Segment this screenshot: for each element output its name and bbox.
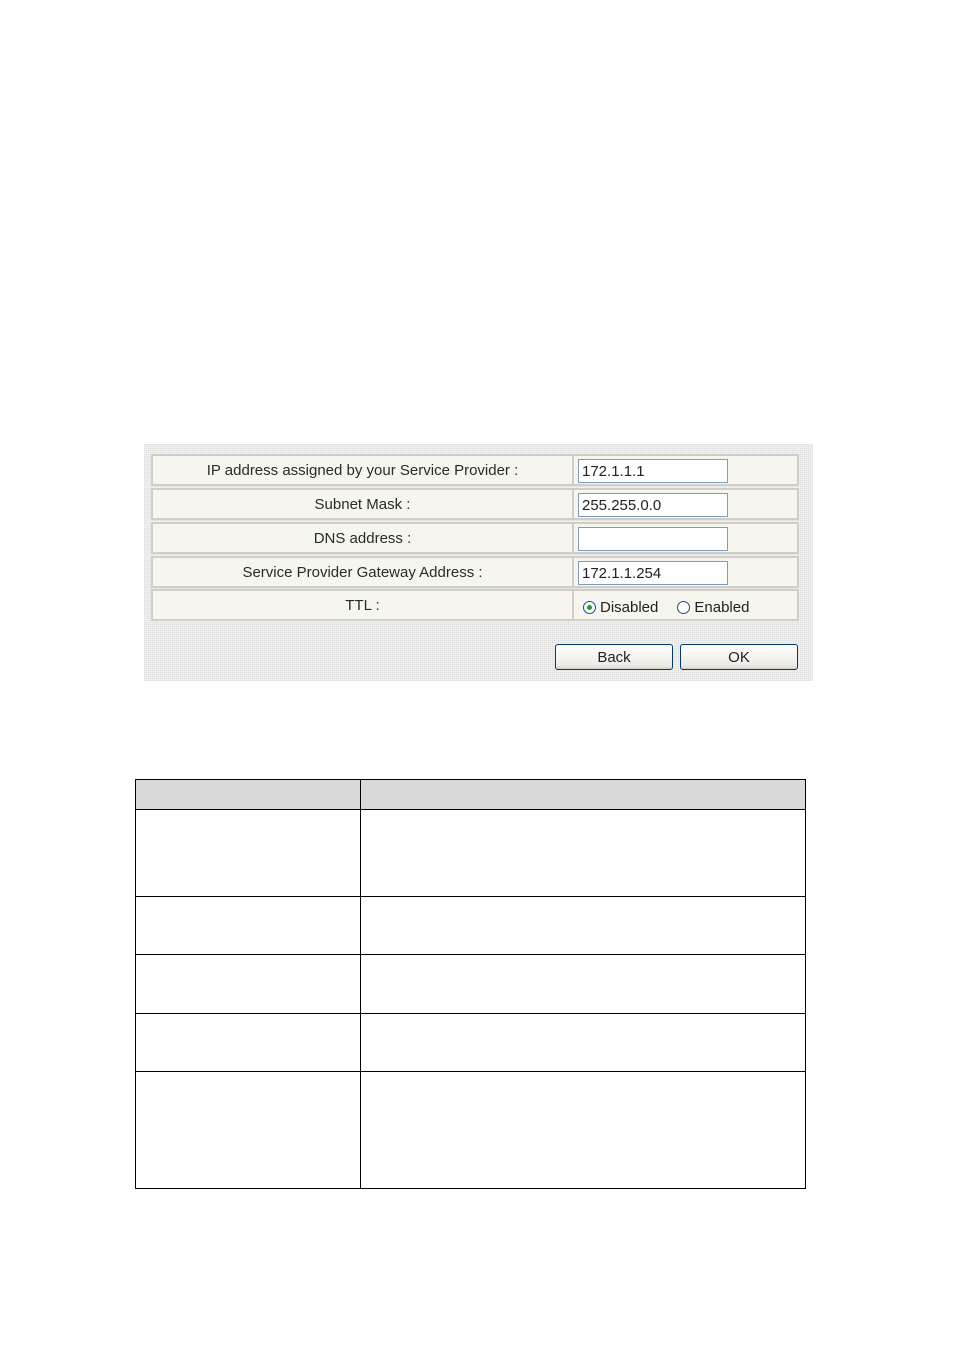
ip-address-input[interactable] bbox=[578, 459, 728, 483]
ttl-enabled-label: Enabled bbox=[694, 598, 750, 616]
table-column-divider bbox=[360, 779, 361, 1189]
ttl-disabled-label: Disabled bbox=[600, 598, 659, 616]
ttl-radio-group bbox=[583, 596, 749, 618]
table-border-top bbox=[135, 779, 806, 780]
table-border-left bbox=[135, 779, 136, 1189]
ttl-enabled-option[interactable] bbox=[677, 599, 749, 616]
ok-button[interactable]: OK bbox=[680, 644, 798, 670]
subnet-mask-row bbox=[151, 488, 799, 520]
ttl-disabled-option[interactable] bbox=[583, 599, 658, 616]
gateway-address-label: Service Provider Gateway Address : bbox=[151, 556, 573, 588]
description-table bbox=[135, 779, 806, 1189]
dns-address-label: DNS address : bbox=[151, 522, 573, 554]
subnet-mask-input[interactable] bbox=[578, 493, 728, 517]
ttl-label: TTL : bbox=[151, 589, 573, 621]
table-row-divider bbox=[135, 1013, 806, 1014]
table-row-divider bbox=[135, 896, 806, 897]
ttl-disabled-radio[interactable] bbox=[583, 601, 596, 614]
table-row-divider bbox=[135, 954, 806, 955]
gateway-address-input[interactable] bbox=[578, 561, 728, 585]
dns-address-row bbox=[151, 522, 799, 554]
dns-address-cell bbox=[573, 522, 799, 554]
wan-static-ip-panel bbox=[144, 444, 813, 681]
gateway-address-row bbox=[151, 556, 799, 588]
ttl-cell bbox=[573, 589, 799, 621]
ttl-row bbox=[151, 589, 799, 621]
dns-address-input[interactable] bbox=[578, 527, 728, 551]
ip-address-label: IP address assigned by your Service Provider : bbox=[151, 454, 573, 486]
table-header-row bbox=[135, 779, 806, 809]
table-row-divider bbox=[135, 809, 806, 810]
ip-address-cell bbox=[573, 454, 799, 486]
back-button[interactable]: Back bbox=[555, 644, 673, 670]
subnet-mask-cell bbox=[573, 488, 799, 520]
ip-address-row bbox=[151, 454, 799, 486]
gateway-address-cell bbox=[573, 556, 799, 588]
table-border-bottom bbox=[135, 1188, 806, 1189]
table-border-right bbox=[805, 779, 806, 1189]
subnet-mask-label: Subnet Mask : bbox=[151, 488, 573, 520]
table-row-divider bbox=[135, 1071, 806, 1072]
ttl-enabled-radio[interactable] bbox=[677, 601, 690, 614]
